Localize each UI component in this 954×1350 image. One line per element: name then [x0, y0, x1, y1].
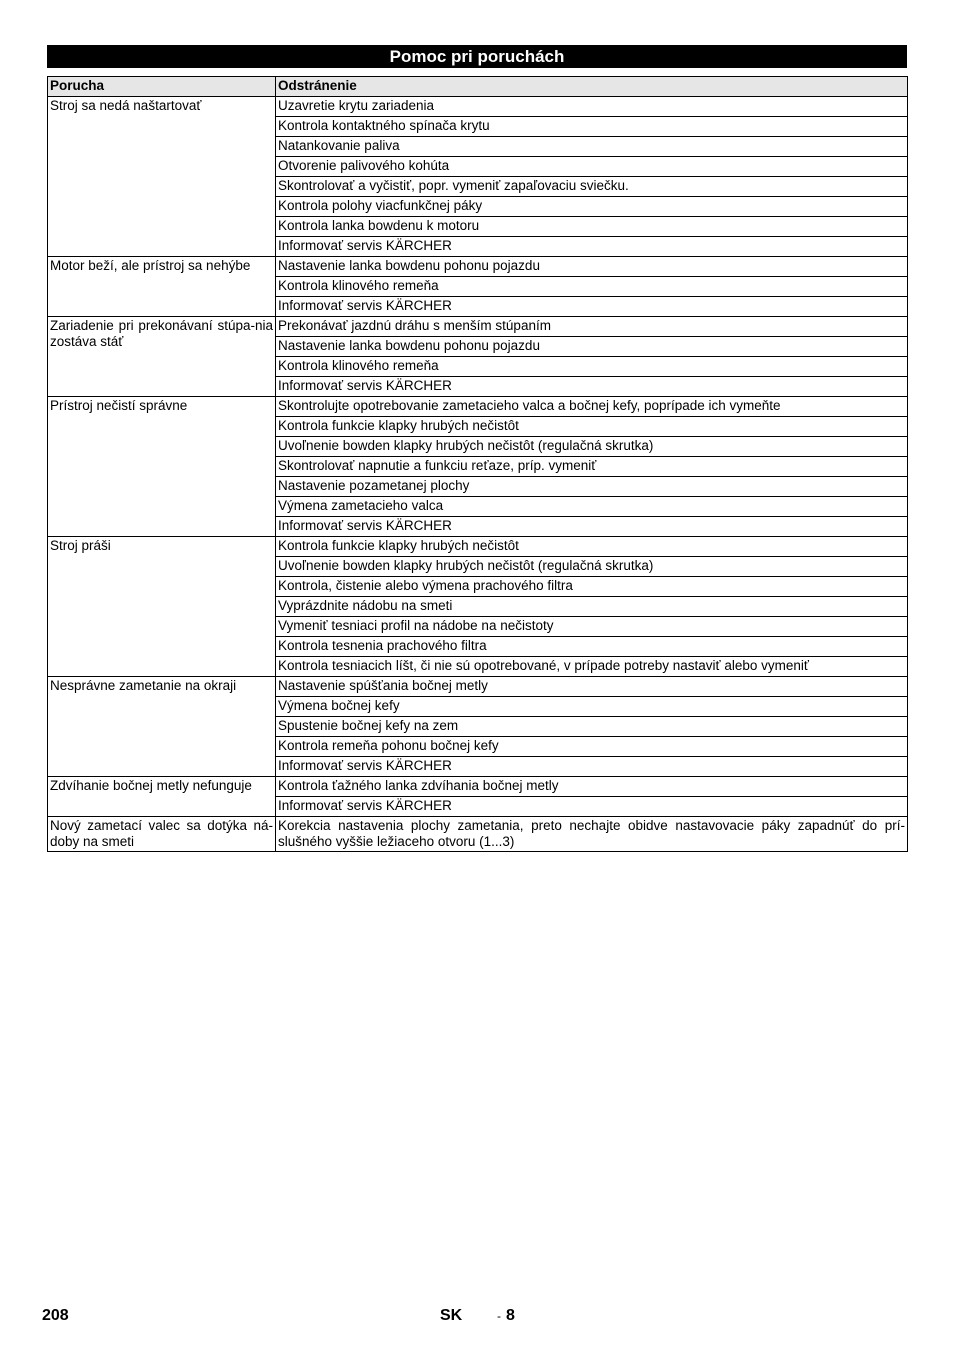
remedy-cell: Nastavenie spúšťania bočnej metly [276, 677, 908, 697]
table-row [48, 97, 908, 117]
remedy-cell: Prekonávať jazdnú dráhu s menším stúpaním [276, 317, 908, 337]
remedy-cell: Spustenie bočnej kefy na zem [276, 717, 908, 737]
remedy-cell: Kontrola klinového remeňa [276, 357, 908, 377]
remedy-cell: Kontrola polohy viacfunkčnej páky [276, 197, 908, 217]
remedy-cell: Nastavenie pozametanej plochy [276, 477, 908, 497]
remedy-cell: Kontrola funkcie klapky hrubých nečistôt [276, 417, 908, 437]
footer-separator: - [497, 1309, 501, 1323]
fault-cell: Stroj práši [48, 537, 276, 677]
remedy-cell: Výmena bočnej kefy [276, 697, 908, 717]
sub-page-number: 8 [506, 1307, 515, 1324]
fault-cell: Nový zametací valec sa dotýka ná-doby na smeti [48, 817, 276, 852]
table-row [48, 777, 908, 797]
remedy-cell: Informovať servis KÄRCHER [276, 517, 908, 537]
header-fault: Porucha [48, 77, 276, 97]
fault-cell: Stroj sa nedá naštartovať [48, 97, 276, 257]
remedy-cell: Korekcia nastavenia plochy zametania, preto nechajte obidve nastavovacie páky zapadnúť do prí-slušného vyššie ležiaceho otvoru (1...3) [276, 817, 908, 852]
remedy-cell: Informovať servis KÄRCHER [276, 797, 908, 817]
header-remedy: Odstránenie [276, 77, 908, 97]
fault-cell: Zdvíhanie bočnej metly nefunguje [48, 777, 276, 817]
remedy-cell: Kontrola klinového remeňa [276, 277, 908, 297]
remedy-cell: Otvorenie palivového kohúta [276, 157, 908, 177]
fault-cell: Zariadenie pri prekonávaní stúpa-nia zostáva stáť [48, 317, 276, 397]
remedy-cell: Skontrolujte opotrebovanie zametacieho valca a bočnej kefy, poprípade ich vymeňte [276, 397, 908, 417]
remedy-cell: Informovať servis KÄRCHER [276, 237, 908, 257]
remedy-cell: Informovať servis KÄRCHER [276, 377, 908, 397]
remedy-cell: Informovať servis KÄRCHER [276, 757, 908, 777]
fault-cell: Nesprávne zametanie na okraji [48, 677, 276, 777]
remedy-cell: Skontrolovať napnutie a funkciu reťaze, príp. vymeniť [276, 457, 908, 477]
table-row [48, 317, 908, 337]
fault-cell: Motor beží, ale prístroj sa nehýbe [48, 257, 276, 317]
remedy-cell: Uvoľnenie bowden klapky hrubých nečistôt (regulačná skrutka) [276, 437, 908, 457]
table-row [48, 397, 908, 417]
remedy-cell: Kontrola tesniacich líšt, či nie sú opotrebované, v prípade potreby nastaviť alebo vymeniť [276, 657, 908, 677]
table-row [48, 537, 908, 557]
remedy-cell: Kontrola funkcie klapky hrubých nečistôt [276, 537, 908, 557]
table-row [48, 817, 908, 852]
table-header-row [48, 77, 908, 97]
fault-cell: Prístroj nečistí správne [48, 397, 276, 537]
section-title: Pomoc pri poruchách [47, 45, 907, 68]
table-row [48, 677, 908, 697]
remedy-cell: Kontrola lanka bowdenu k motoru [276, 217, 908, 237]
remedy-cell: Natankovanie paliva [276, 137, 908, 157]
troubleshooting-table [47, 76, 908, 852]
remedy-cell: Kontrola tesnenia prachového filtra [276, 637, 908, 657]
page-number: 208 [42, 1307, 69, 1324]
remedy-cell: Výmena zametacieho valca [276, 497, 908, 517]
table-row [48, 257, 908, 277]
remedy-cell: Vymeniť tesniaci profil na nádobe na nečistoty [276, 617, 908, 637]
remedy-cell: Kontrola ťažného lanka zdvíhania bočnej metly [276, 777, 908, 797]
remedy-cell: Nastavenie lanka bowdenu pohonu pojazdu [276, 257, 908, 277]
language-code: SK [440, 1307, 463, 1324]
remedy-cell: Skontrolovať a vyčistiť, popr. vymeniť zapaľovaciu sviečku. [276, 177, 908, 197]
remedy-cell: Vyprázdnite nádobu na smeti [276, 597, 908, 617]
table-body [48, 97, 908, 852]
remedy-cell: Kontrola remeňa pohonu bočnej kefy [276, 737, 908, 757]
remedy-cell: Uzavretie krytu zariadenia [276, 97, 908, 117]
remedy-cell: Informovať servis KÄRCHER [276, 297, 908, 317]
remedy-cell: Nastavenie lanka bowdenu pohonu pojazdu [276, 337, 908, 357]
remedy-cell: Kontrola, čistenie alebo výmena prachového filtra [276, 577, 908, 597]
remedy-cell: Uvoľnenie bowden klapky hrubých nečistôt (regulačná skrutka) [276, 557, 908, 577]
remedy-cell: Kontrola kontaktného spínača krytu [276, 117, 908, 137]
